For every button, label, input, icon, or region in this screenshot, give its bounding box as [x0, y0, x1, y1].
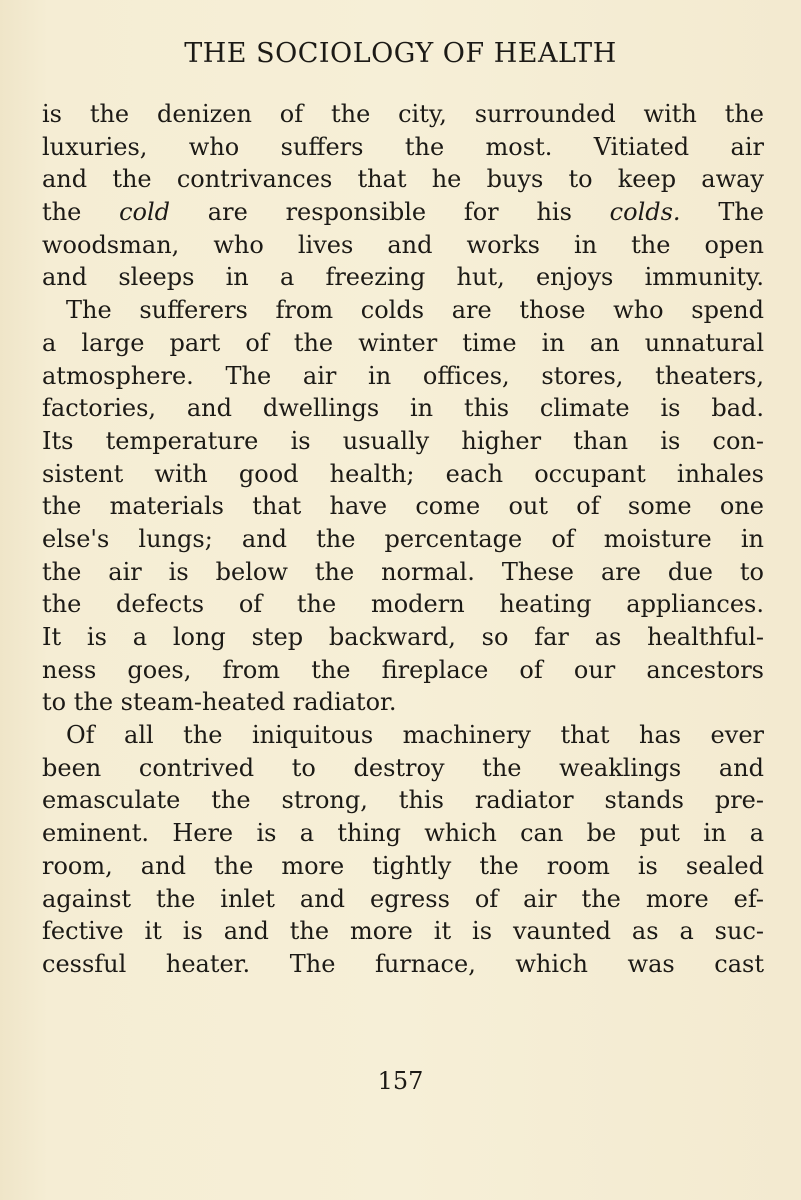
text-line: and the contrivances that he buys to keep away: [42, 165, 764, 194]
text-line: woodsman, who lives and works in the open: [42, 230, 764, 259]
text-line: else's lungs; and the percentage of moisture in: [42, 524, 764, 553]
text-line: Of all the iniquitous machinery that has ever: [66, 721, 764, 750]
text-line: a large part of the winter time in an unnatural: [42, 328, 764, 357]
text-line: eminent. Here is a thing which can be put in a: [42, 819, 764, 848]
text-line: is the denizen of the city, surrounded with the: [42, 100, 764, 128]
page-number: 157: [377, 1067, 424, 1095]
text-line: the defects of the modern heating appliances.: [42, 590, 764, 619]
text-line: [42, 196, 764, 229]
text-line: been contrived to destroy the weaklings and: [42, 753, 764, 782]
italic-word: cold: [119, 198, 171, 227]
text-line: It is a long step backward, so far as healthful-: [42, 623, 764, 651]
body-text: [42, 98, 764, 981]
text-run: The: [680, 198, 764, 227]
text-line: room, and the more tightly the room is sealed: [42, 851, 764, 880]
text-line: emasculate the strong, this radiator stands pre-: [42, 786, 764, 815]
text-line: against the inlet and egress of air the more ef-: [42, 884, 764, 913]
text-line: fective it is and the more it is vaunted as a suc-: [42, 917, 764, 946]
text-line: The sufferers from colds are those who spend: [66, 296, 764, 325]
text-line: atmosphere. The air in offices, stores, theaters,: [42, 361, 764, 390]
italic-word: colds.: [609, 198, 681, 227]
text-line: factories, and dwellings in this climate is bad.: [42, 394, 764, 423]
text-line: cessful heater. The furnace, which was cast: [42, 949, 764, 978]
text-line: and sleeps in a freezing hut, enjoys immunity.: [42, 263, 764, 292]
text-line: the air is below the normal. These are due to: [42, 557, 764, 586]
text-line: sistent with good health; each occupant inhales: [42, 459, 764, 488]
text-line: ness goes, from the fireplace of our ancestors: [42, 655, 764, 684]
text-line: the materials that have come out of some one: [42, 492, 764, 521]
text-run: are responsible for his: [170, 198, 610, 227]
text-line: Its temperature is usually higher than is con-: [42, 426, 764, 455]
text-run: the: [42, 198, 120, 227]
text-line: luxuries, who suffers the most. Vitiated air: [42, 132, 764, 161]
text-line: to the steam-heated radiator.: [42, 688, 397, 717]
running-header: THE SOCIOLOGY OF HEALTH: [184, 38, 617, 69]
